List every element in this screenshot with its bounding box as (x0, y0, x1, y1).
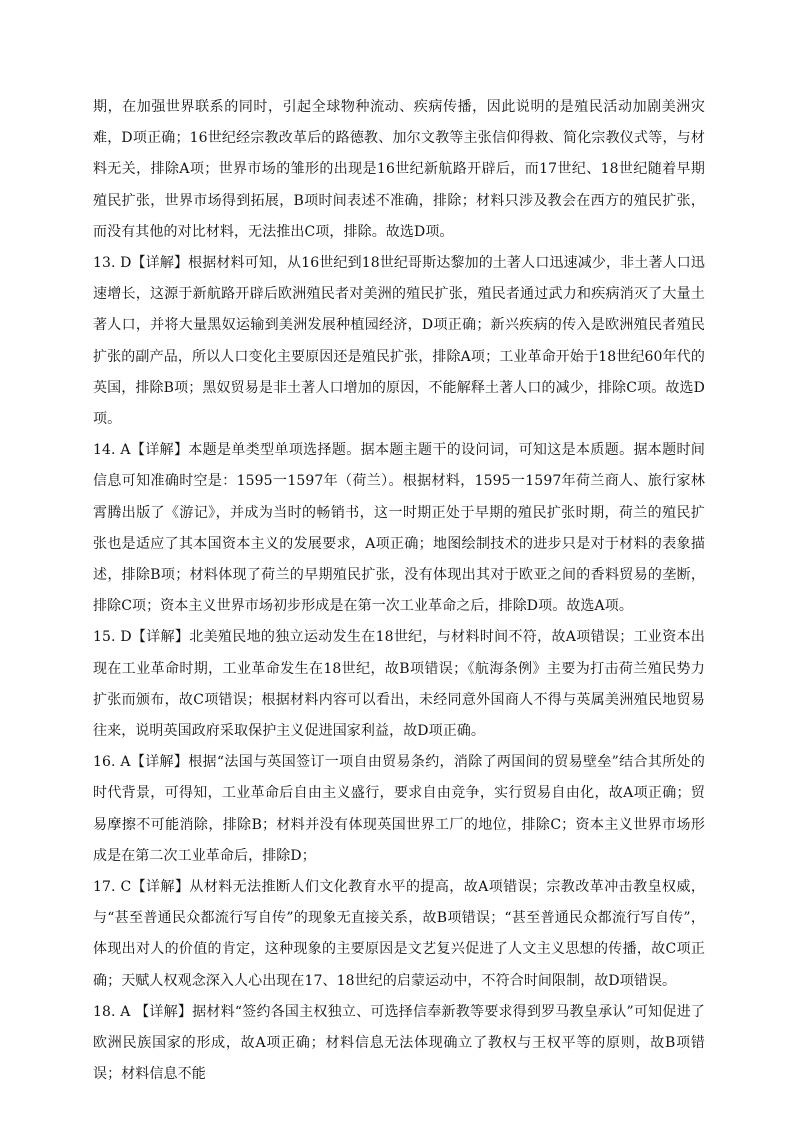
item-answer: A (120, 1003, 131, 1020)
item-text: 据材料“签约各国主权独立、可选择信奉新教等要求得到罗马教皇承认”可知促进了欧洲民族国家的形成，故A项正确；材料信息无法体现确立了教权与王权平等的原则，故B项错误；材料信息不能 (93, 1003, 705, 1083)
answer-item-17 (93, 872, 705, 997)
item-number: 18. (93, 1003, 116, 1020)
document-page (93, 92, 705, 1091)
item-text: 根据“法国与英国签订一项自由贸易条约，消除了两国间的贸易壁垒”结合其所处的时代背景，可得知，工业革命后自由主义盛行，要求自由竞争，实行贸易自由化，故A项正确；贸易摩擦不可能消除，排除B；材料并没有体现英国世界工厂的地位，排除C；资本主义世界市场形成是在第二次工业革命后，排除D； (93, 754, 705, 864)
item-answer: C (120, 879, 132, 896)
item-number: 15. (93, 629, 116, 646)
item-text: 根据材料可知，从16世纪到18世纪哥斯达黎加的土著人口迅速减少，非土著人口迅速增长，这源于新航路开辟后欧洲殖民者对美洲的殖民扩张，殖民者通过武力和疾病消灭了大量土著人口，并将大量黑奴运输到美洲发展种植园经济，D项正确；新兴疾病的传入是欧洲殖民者殖民扩张的副产品，所以人口变化主要原因还是殖民扩张，排除A项；工业革命开始于18世纪60年代的英国，排除B项；黑奴贸易是非土著人口增加的原因，不能解释土著人口的减少，排除C项。故选D项。 (93, 255, 705, 428)
item-tag: 【详解】 (131, 629, 190, 646)
answer-item-18 (93, 997, 705, 1091)
answer-item-14 (93, 435, 705, 622)
item-tag: 【详解】 (130, 754, 189, 771)
item-text: 从材料无法推断人们文化教育水平的提高，故A项错误；宗教改革冲击教皇权威，与“甚至普通民众都流行写自传”的现象无直接关系，故B项错误；“甚至普通民众都流行写自传”，体现出对人的价值的肯定，这种现象的主要原因是文艺复兴促进了人文主义思想的传播，故C项正确；天赋人权观念深入人心出现在17、18世纪的启蒙运动中，不符合时间限制，故D项错误。 (93, 879, 705, 989)
item-tag: 【详解】 (131, 255, 189, 272)
item-number: 17. (93, 879, 116, 896)
item-answer: A (120, 754, 131, 771)
item-tag: 【详解】 (131, 879, 190, 896)
continuation-paragraph: 期，在加强世界联系的同时，引起全球物种流动、疾病传播，因此说明的是殖民活动加剧美洲灾难，D项正确；16世纪经宗教改革后的路德教、加尔文教等主张信仰得救、简化宗教仪式等，与材料无关，排除A项；世界市场的雏形的出现是16世纪新航路开辟后，而17世纪、18世纪随着早期殖民扩张，世界市场得到拓展，B项时间表述不准确，排除；材料只涉及教会在西方的殖民扩张，而没有其他的对比材料，无法推出C项，排除。故选D项。 (93, 99, 705, 240)
item-text: 本题是单类型单项选择题。据本题主题干的设问词，可知这是本质题。据本题时间信息可知准确时空是：1595一1597年（荷兰）。根据材料，1595一1597年荷兰商人、旅行家林霄腾出版了《游记》，并成为当时的畅销书，这一时期正处于早期的殖民扩张时期，荷兰的殖民扩张也是适应了其本国资本主义的发展要求，A项正确；地图绘制技术的进步只是对于材料的表象描述，排除B项；材料体现了荷兰的早期殖民扩张，没有体现出其对于欧亚之间的香料贸易的垄断，排除C项；资本主义世界市场初步形成是在第一次工业革命之后，排除D项。故选A项。 (93, 442, 705, 615)
answer-item-13 (93, 248, 705, 435)
item-number: 16. (93, 754, 116, 771)
item-answer: A (120, 442, 131, 459)
item-answer: D (120, 629, 132, 646)
answer-item-16 (93, 747, 705, 872)
item-tag: 【详解】 (135, 1003, 193, 1020)
item-answer: D (120, 255, 132, 272)
item-tag: 【详解】 (130, 442, 189, 459)
item-text: 北美殖民地的独立运动发生在18世纪，与材料时间不符，故A项错误；工业资本出现在工业革命时期，工业革命发生在18世纪，故B项错误；《航海条例》主要为打击荷兰殖民势力扩张而颁布，故C项错误；根据材料内容可以看出，未经同意外国商人不得与英属美洲殖民地贸易往来，说明英国政府采取保护主义促进国家利益，故D项正确。 (93, 629, 705, 740)
answer-item-15 (93, 622, 705, 747)
item-number: 13. (93, 255, 116, 272)
item-number: 14. (93, 442, 116, 459)
